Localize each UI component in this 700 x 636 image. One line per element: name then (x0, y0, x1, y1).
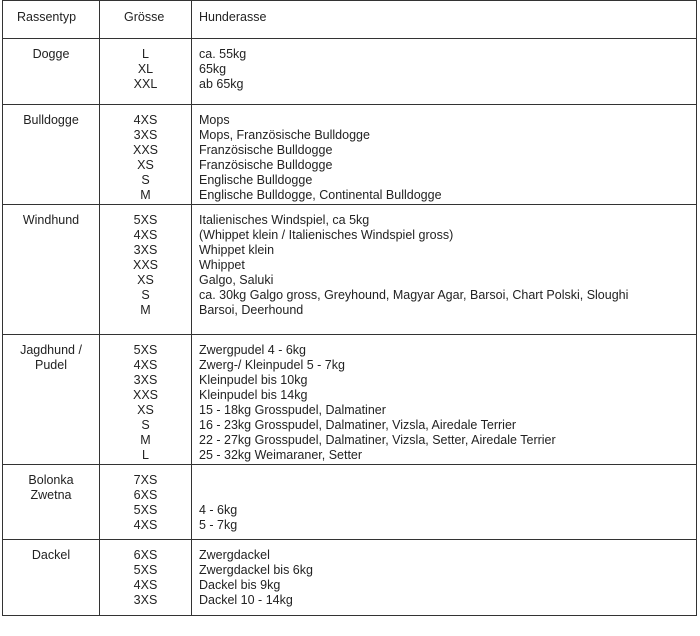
breed-description: 25 - 32kg Weimaraner, Setter (199, 448, 363, 462)
breed-type-cell (3, 465, 100, 540)
size-label: 4XS (133, 228, 158, 242)
breed-description: Zwerg-/ Kleinpudel 5 - 7kg (199, 358, 345, 372)
breed-description: Englische Bulldogge, Continental Bulldogge (199, 188, 442, 202)
breed-description: Zwergpudel 4 - 6kg (199, 343, 307, 357)
size-cell (100, 540, 192, 616)
breed-description: Französische Bulldogge (199, 143, 333, 157)
size-label: 5XS (133, 503, 158, 517)
breed-description: Barsoi, Deerhound (199, 303, 304, 317)
size-label: XS (137, 403, 154, 417)
size-label: XXS (132, 143, 158, 157)
breed-type-cell (3, 39, 100, 105)
size-cell (100, 465, 192, 540)
breed-type-label: Bolonka (28, 473, 74, 487)
breed-description: ca. 30kg Galgo gross, Greyhound, Magyar Agar, Barsoi, Chart Polski, Sloughi (199, 288, 629, 302)
breed-description: Dackel bis 9kg (199, 578, 281, 592)
breed-description: 15 - 18kg Grosspudel, Dalmatiner (199, 403, 386, 417)
size-label: 5XS (133, 213, 158, 227)
size-label: M (140, 188, 151, 202)
breed-description (199, 488, 696, 503)
size-label: XXS (132, 258, 158, 272)
group-row (3, 335, 697, 465)
breed-type-label: Dogge (32, 47, 70, 61)
breed-description: Kleinpudel bis 14kg (199, 388, 308, 402)
size-label: M (140, 433, 151, 447)
size-label: S (141, 173, 150, 187)
size-label: 3XS (133, 373, 158, 387)
size-label: 3XS (133, 128, 158, 142)
breed-description: 4 - 6kg (199, 503, 238, 517)
header-groesse: Grösse (100, 1, 192, 39)
size-label: XXS (132, 388, 158, 402)
size-label: XS (137, 158, 154, 172)
size-label: 6XS (133, 548, 158, 562)
breed-description: Zwergdackel bis 6kg (199, 563, 313, 577)
group-row (3, 540, 697, 616)
breed-cell (192, 105, 697, 205)
breed-description: Französische Bulldogge (199, 158, 333, 172)
size-label: 4XS (133, 518, 158, 532)
breed-description: 22 - 27kg Grosspudel, Dalmatiner, Vizsla, Setter, Airedale Terrier (199, 433, 556, 447)
size-label: L (142, 47, 149, 61)
size-label: XL (137, 62, 154, 76)
breed-description: 16 - 23kg Grosspudel, Dalmatiner, Vizsla, Airedale Terrier (199, 418, 517, 432)
size-label: 7XS (133, 473, 158, 487)
size-label: XS (137, 273, 154, 287)
size-label: 4XS (133, 578, 158, 592)
breed-description: Mops, Französische Bulldogge (199, 128, 370, 142)
size-table (2, 0, 697, 616)
header-hunderasse: Hunderasse (192, 1, 697, 39)
breed-type-cell (3, 335, 100, 465)
breed-cell (192, 205, 697, 335)
size-label: 6XS (133, 488, 158, 502)
size-label: 4XS (133, 113, 158, 127)
header-row (3, 1, 697, 39)
breed-description: (Whippet klein / Italienisches Windspiel gross) (199, 228, 454, 242)
group-row (3, 205, 697, 335)
breed-description: Whippet klein (199, 243, 275, 257)
breed-cell (192, 540, 697, 616)
breed-description: Englische Bulldogge (199, 173, 313, 187)
breed-type-label: Dackel (31, 548, 71, 562)
size-label: 5XS (133, 343, 158, 357)
size-cell (100, 205, 192, 335)
size-label: 4XS (133, 358, 158, 372)
size-cell (100, 335, 192, 465)
size-cell (100, 39, 192, 105)
breed-description: ab 65kg (199, 77, 244, 91)
header-rassentyp: Rassentyp (3, 1, 100, 39)
breed-description: Whippet (199, 258, 245, 272)
group-row (3, 465, 697, 540)
size-cell (100, 105, 192, 205)
size-label: 3XS (133, 593, 158, 607)
size-label: 3XS (133, 243, 158, 257)
breed-type-label: Windhund (22, 213, 80, 227)
breed-description (199, 473, 696, 488)
size-label: 5XS (133, 563, 158, 577)
group-row (3, 105, 697, 205)
breed-type-cell (3, 105, 100, 205)
size-label: M (140, 303, 151, 317)
breed-cell (192, 39, 697, 105)
breed-type-cell (3, 540, 100, 616)
size-label: L (142, 448, 149, 462)
group-row (3, 39, 697, 105)
breed-type-label: Bulldogge (23, 113, 79, 127)
breed-type-label: Zwetna (30, 488, 72, 502)
breed-description: Zwergdackel (199, 548, 270, 562)
size-label: S (141, 418, 150, 432)
breed-cell (192, 465, 697, 540)
breed-description: Galgo, Saluki (199, 273, 274, 287)
breed-description: ca. 55kg (199, 47, 247, 61)
breed-description: Kleinpudel bis 10kg (199, 373, 308, 387)
breed-type-label: Pudel (35, 358, 67, 372)
breed-description: Italienisches Windspiel, ca 5kg (199, 213, 370, 227)
breed-type-cell (3, 205, 100, 335)
breed-description: 65kg (199, 62, 227, 76)
breed-description: Mops (199, 113, 230, 127)
breed-cell (192, 335, 697, 465)
size-label: S (141, 288, 150, 302)
breed-type-label: Jagdhund / (20, 343, 82, 357)
breed-description: Dackel 10 - 14kg (199, 593, 293, 607)
breed-description: 5 - 7kg (199, 518, 238, 532)
size-label: XXL (133, 77, 158, 91)
